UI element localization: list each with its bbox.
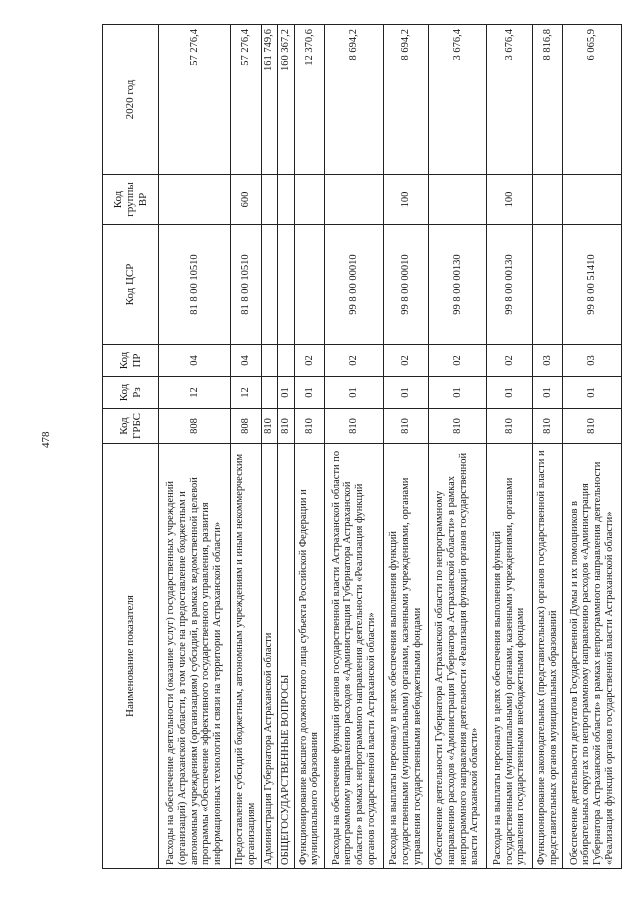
row-name: Расходы на обеспечение функций органов государственной власти Астраханской области по непрограммному направлению расходов «Администрация Губернатора Астраханской области» в рамках непрограммного направления деятельности «Реализация функций органов государственной власти Астраханской области» xyxy=(325,444,384,869)
row-grbs: 808 xyxy=(159,409,231,444)
table-row xyxy=(532,25,563,869)
table-row xyxy=(294,25,325,869)
row-csr xyxy=(532,225,563,345)
row-csr: 99 8 00 00010 xyxy=(325,225,384,345)
row-rz: 01 xyxy=(294,377,325,409)
row-pr: 04 xyxy=(230,345,261,377)
row-rz: 01 xyxy=(532,377,563,409)
row-sum: 57 276,4 xyxy=(230,25,261,175)
row-sum: 8 816,8 xyxy=(532,25,563,175)
row-name: Администрация Губернатора Астраханской области xyxy=(261,444,277,869)
table-row xyxy=(261,25,277,869)
row-grbs: 810 xyxy=(325,409,384,444)
page-number: 478 xyxy=(40,431,52,448)
row-pr: 02 xyxy=(325,345,384,377)
row-grbs: 810 xyxy=(563,409,622,444)
row-vr xyxy=(428,175,487,225)
row-pr xyxy=(261,345,277,377)
row-sum: 160 367,2 xyxy=(278,25,294,175)
row-vr: 100 xyxy=(383,175,428,225)
row-vr xyxy=(261,175,277,225)
header-grbs: Код ГРБС xyxy=(103,409,159,444)
row-rz: 12 xyxy=(159,377,231,409)
table-row xyxy=(230,25,261,869)
row-rz: 01 xyxy=(325,377,384,409)
row-grbs: 810 xyxy=(383,409,428,444)
header-name: Наименование показателя xyxy=(103,444,159,869)
row-pr: 02 xyxy=(383,345,428,377)
row-rz xyxy=(261,377,277,409)
row-sum: 12 370,6 xyxy=(294,25,325,175)
row-rz: 01 xyxy=(563,377,622,409)
row-csr: 81 8 00 10510 xyxy=(230,225,261,345)
row-vr: 100 xyxy=(487,175,532,225)
row-name: Расходы на обеспечение деятельности (оказание услуг) государственных учреждений (организаций) Астраханской области, в том числе на предоставление бюджетным и автономным учреждениям (организациям) субсидий, в рамках ведомственной целевой программы «Обеспечение эффективного государственного управления, развития информационных технологий и связи на территории Астраханской области» xyxy=(159,444,231,869)
budget-table xyxy=(102,24,622,869)
row-grbs: 810 xyxy=(487,409,532,444)
row-pr xyxy=(278,345,294,377)
row-name: Обеспечение деятельности Губернатора Астраханской области по непрограммному направлению расходов «Администрация Губернатора Астраханской области» в рамках непрограммного направления деятельности «Реализация функций органов государственной власти Астраханской области» xyxy=(428,444,487,869)
row-csr xyxy=(294,225,325,345)
row-csr: 99 8 00 00130 xyxy=(428,225,487,345)
row-csr: 99 8 00 00010 xyxy=(383,225,428,345)
table-row xyxy=(383,25,428,869)
row-pr: 03 xyxy=(532,345,563,377)
row-vr xyxy=(278,175,294,225)
header-csr: Код ЦСР xyxy=(103,225,159,345)
table-row xyxy=(563,25,622,869)
row-name: Расходы на выплаты персоналу в целях обеспечения выполнения функций государственными (муниципальными) органами, казенными учреждениями, органами управления государственными внебюджетными фондами xyxy=(487,444,532,869)
row-vr xyxy=(325,175,384,225)
budget-table-rotated xyxy=(102,25,622,869)
row-name: Предоставление субсидий бюджетным, автономным учреждениям и иным некоммерческим организациям xyxy=(230,444,261,869)
row-grbs: 810 xyxy=(428,409,487,444)
row-vr: 600 xyxy=(230,175,261,225)
table-header-row xyxy=(103,25,159,869)
header-pr: Код ПР xyxy=(103,345,159,377)
row-grbs: 810 xyxy=(278,409,294,444)
row-grbs: 810 xyxy=(261,409,277,444)
row-pr: 02 xyxy=(428,345,487,377)
table-row xyxy=(428,25,487,869)
row-rz: 01 xyxy=(487,377,532,409)
row-csr: 99 8 00 51410 xyxy=(563,225,622,345)
row-grbs: 810 xyxy=(532,409,563,444)
row-vr xyxy=(532,175,563,225)
row-sum: 6 065,9 xyxy=(563,25,622,175)
table-row xyxy=(487,25,532,869)
row-rz: 12 xyxy=(230,377,261,409)
row-vr xyxy=(159,175,231,225)
row-vr xyxy=(563,175,622,225)
row-vr xyxy=(294,175,325,225)
row-pr: 02 xyxy=(487,345,532,377)
row-rz: 01 xyxy=(383,377,428,409)
row-csr xyxy=(278,225,294,345)
row-name: Функционирование законодательных (представительных) органов государственной власти и представительных органов муниципальных образований xyxy=(532,444,563,869)
header-rz: Код Рз xyxy=(103,377,159,409)
row-sum: 3 676,4 xyxy=(487,25,532,175)
header-sum: 2020 год xyxy=(103,25,159,175)
row-sum: 3 676,4 xyxy=(428,25,487,175)
row-name: Расходы на выплаты персоналу в целях обеспечения выполнения функций государственными (муниципальными) органами, казенными учреждениями, органами управления государственными внебюджетными фондами xyxy=(383,444,428,869)
row-name: Функционирование высшего должностного лица субъекта Российской Федерации и муниципального образования xyxy=(294,444,325,869)
row-grbs: 810 xyxy=(294,409,325,444)
row-sum: 57 276,4 xyxy=(159,25,231,175)
row-rz: 01 xyxy=(428,377,487,409)
table-row xyxy=(159,25,231,869)
row-csr xyxy=(261,225,277,345)
header-vr: Код группы ВР xyxy=(103,175,159,225)
row-rz: 01 xyxy=(278,377,294,409)
table-row xyxy=(325,25,384,869)
table-row xyxy=(278,25,294,869)
row-csr: 81 8 00 10510 xyxy=(159,225,231,345)
row-csr: 99 8 00 00130 xyxy=(487,225,532,345)
row-grbs: 808 xyxy=(230,409,261,444)
row-sum: 8 694,2 xyxy=(383,25,428,175)
row-sum: 161 749,6 xyxy=(261,25,277,175)
row-pr: 04 xyxy=(159,345,231,377)
row-pr: 03 xyxy=(563,345,622,377)
row-name: ОБЩЕГОСУДАРСТВЕННЫЕ ВОПРОСЫ xyxy=(278,444,294,869)
row-pr: 02 xyxy=(294,345,325,377)
row-sum: 8 694,2 xyxy=(325,25,384,175)
row-name: Обеспечение деятельности депутатов Государственной Думы и их помощников в избирательных округах по непрограммному направлению расходов «Администрация Губернатора Астраханской области» в рамках непрограммного направления деятельности «Реализация функций органов государственной власти Астраханской области» xyxy=(563,444,622,869)
